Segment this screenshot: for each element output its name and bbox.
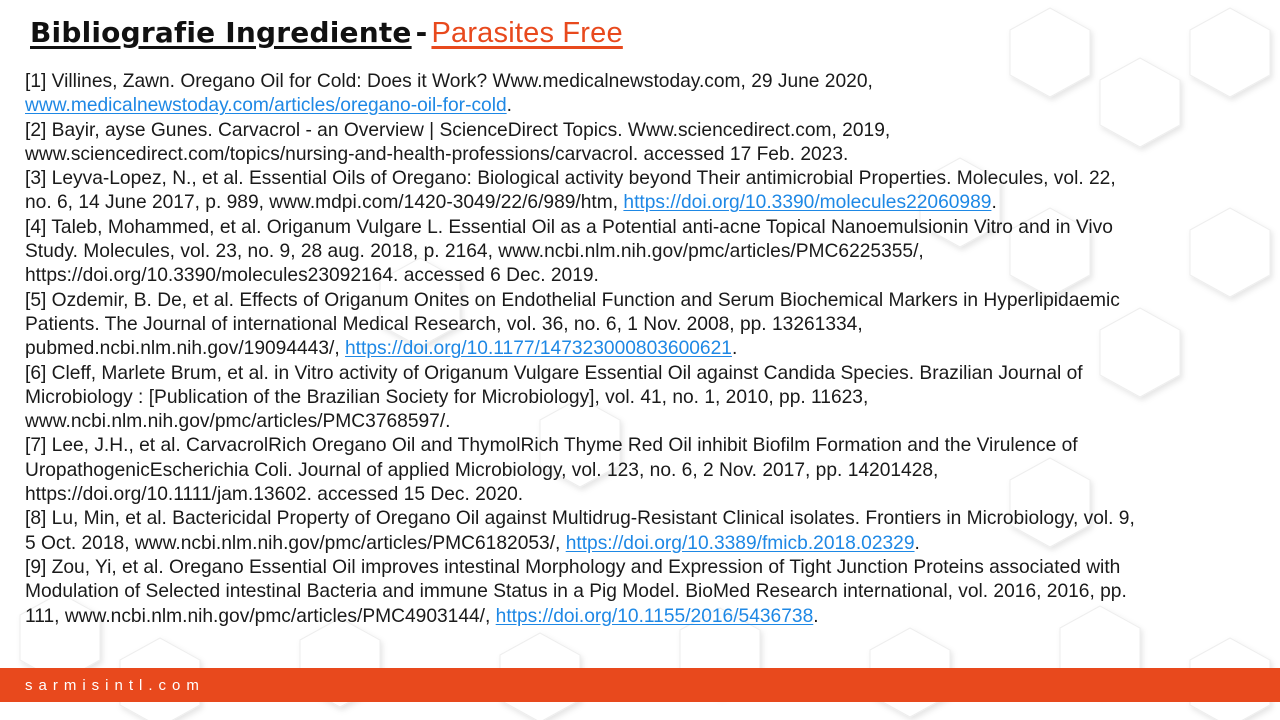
page-title [30, 12, 623, 54]
reference-text: [9] Zou, Yi, et al. Oregano Essential Oil improves intestinal Morphology and Expression of Tight Junction Proteins associated with [25, 556, 1121, 578]
reference-line [25, 143, 1265, 167]
reference-text: [7] Lee, J.H., et al. CarvacrolRich Oregano Oil and ThymolRich Thyme Red Oil inhibit Biofilm Formation and the Virulence of [25, 435, 1078, 457]
reference-text: https://doi.org/10.1111/jam.13602. accessed 15 Dec. 2020. [25, 484, 524, 506]
reference-text: [1] Villines, Zawn. Oregano Oil for Cold: Does it Work? Www.medicalnewstoday.com, 29 June 2020, [25, 71, 873, 92]
reference-line [25, 556, 1265, 580]
reference-line [25, 191, 1265, 215]
reference-text: [4] Taleb, Mohammed, et al. Origanum Vulgare L. Essential Oil as a Potential anti-acne Topical Nanoemulsionin Vitro and in Vivo [25, 216, 1113, 238]
reference-line [25, 532, 1265, 556]
reference-line [25, 580, 1265, 604]
reference-link[interactable]: https://doi.org/10.1177/147323000803600621 [345, 338, 732, 360]
reference-line [25, 313, 1265, 337]
reference-text: no. 6, 14 June 2017, p. 989, www.mdpi.com/1420-3049/22/6/989/htm, [25, 192, 624, 214]
reference-line [25, 216, 1265, 240]
reference-line [25, 605, 1265, 629]
reference-text: [8] Lu, Min, et al. Bactericidal Property of Oregano Oil against Multidrug-Resistant Clinical isolates. Frontiers in Microbiology, vol. 9, [25, 508, 1135, 530]
reference-text: [3] Leyva-Lopez, N., et al. Essential Oils of Oregano: Biological activity beyond Their antimicrobial Properties. Molecules, vol. 22, [25, 168, 1116, 190]
reference-list [25, 70, 1265, 629]
reference-text: Study. Molecules, vol. 23, no. 9, 28 aug. 2018, p. 2164, www.ncbi.nlm.nih.gov/pmc/articles/PMC6225355/, [25, 241, 924, 263]
reference-line [25, 362, 1265, 386]
reference-line [25, 386, 1265, 410]
reference-text: Patients. The Journal of international Medical Research, vol. 36, no. 6, 1 Nov. 2008, pp. 13261334, [25, 313, 863, 335]
title-accent: Parasites Free [431, 17, 623, 49]
reference-text: 5 Oct. 2018, www.ncbi.nlm.nih.gov/pmc/articles/PMC6182053/, [25, 532, 566, 554]
reference-line [25, 240, 1265, 264]
reference-text: 111, www.ncbi.nlm.nih.gov/pmc/articles/PMC4903144/, [25, 605, 496, 627]
reference-text: Modulation of Selected intestinal Bacteria and immune Status in a Pig Model. BioMed Research international, vol. 2016, 2016, pp. [25, 581, 1127, 603]
reference-line [25, 337, 1265, 361]
title-main: Bibliografie Ingrediente [30, 16, 412, 49]
reference-line [25, 167, 1265, 191]
reference-line [25, 507, 1265, 531]
reference-text: UropathogenicEscherichia Coli. Journal of applied Microbiology, vol. 123, no. 6, 2 Nov. 2017, pp. 14201428, [25, 459, 939, 481]
reference-line [25, 70, 1265, 94]
reference-text: Microbiology : [Publication of the Brazilian Society for Microbiology], vol. 41, no. 1, 2010, pp. 11623, [25, 386, 869, 408]
reference-text: www.sciencedirect.com/topics/nursing-and-health-professions/carvacrol. accessed 17 Feb. 2023. [25, 143, 849, 165]
reference-text: https://doi.org/10.3390/molecules23092164. accessed 6 Dec. 2019. [25, 265, 599, 287]
reference-line [25, 264, 1265, 288]
reference-text: pubmed.ncbi.nlm.nih.gov/19094443/, [25, 338, 346, 360]
reference-text: . [731, 338, 738, 360]
reference-text: . [506, 95, 512, 117]
reference-text: [2] Bayir, ayse Gunes. Carvacrol - an Overview | ScienceDirect Topics. Www.sciencedirect.com, 2019, [25, 119, 891, 141]
footer-website: sarmisintl.com [25, 676, 205, 694]
reference-link[interactable]: https://doi.org/10.3389/fmicb.2018.02329 [565, 532, 915, 554]
reference-line [25, 410, 1265, 434]
reference-link[interactable]: https://doi.org/10.3390/molecules22060989 [623, 192, 992, 214]
reference-line [25, 483, 1265, 507]
footer-bar [0, 668, 1280, 702]
reference-text: [5] Ozdemir, B. De, et al. Effects of Origanum Onites on Endothelial Function and Serum Biochemical Markers in Hyperlipidaemic [25, 289, 1120, 311]
reference-text: . [991, 192, 997, 214]
reference-line [25, 94, 1265, 118]
reference-text: [6] Cleff, Marlete Brum, et al. in Vitro activity of Origanum Vulgare Essential Oil against Candida Species. Brazilian Journal of [25, 362, 1083, 384]
reference-line [25, 434, 1265, 458]
reference-text: . [813, 605, 819, 627]
reference-text: www.ncbi.nlm.nih.gov/pmc/articles/PMC3768597/. [25, 411, 451, 433]
title-separator: - [415, 16, 428, 49]
reference-text: . [914, 532, 920, 554]
reference-line [25, 459, 1265, 483]
reference-line [25, 289, 1265, 313]
reference-link[interactable]: https://doi.org/10.1155/2016/5436738 [495, 605, 814, 627]
reference-link[interactable]: www.medicalnewstoday.com/articles/oregano-oil-for-cold [25, 95, 507, 117]
reference-line [25, 119, 1265, 143]
